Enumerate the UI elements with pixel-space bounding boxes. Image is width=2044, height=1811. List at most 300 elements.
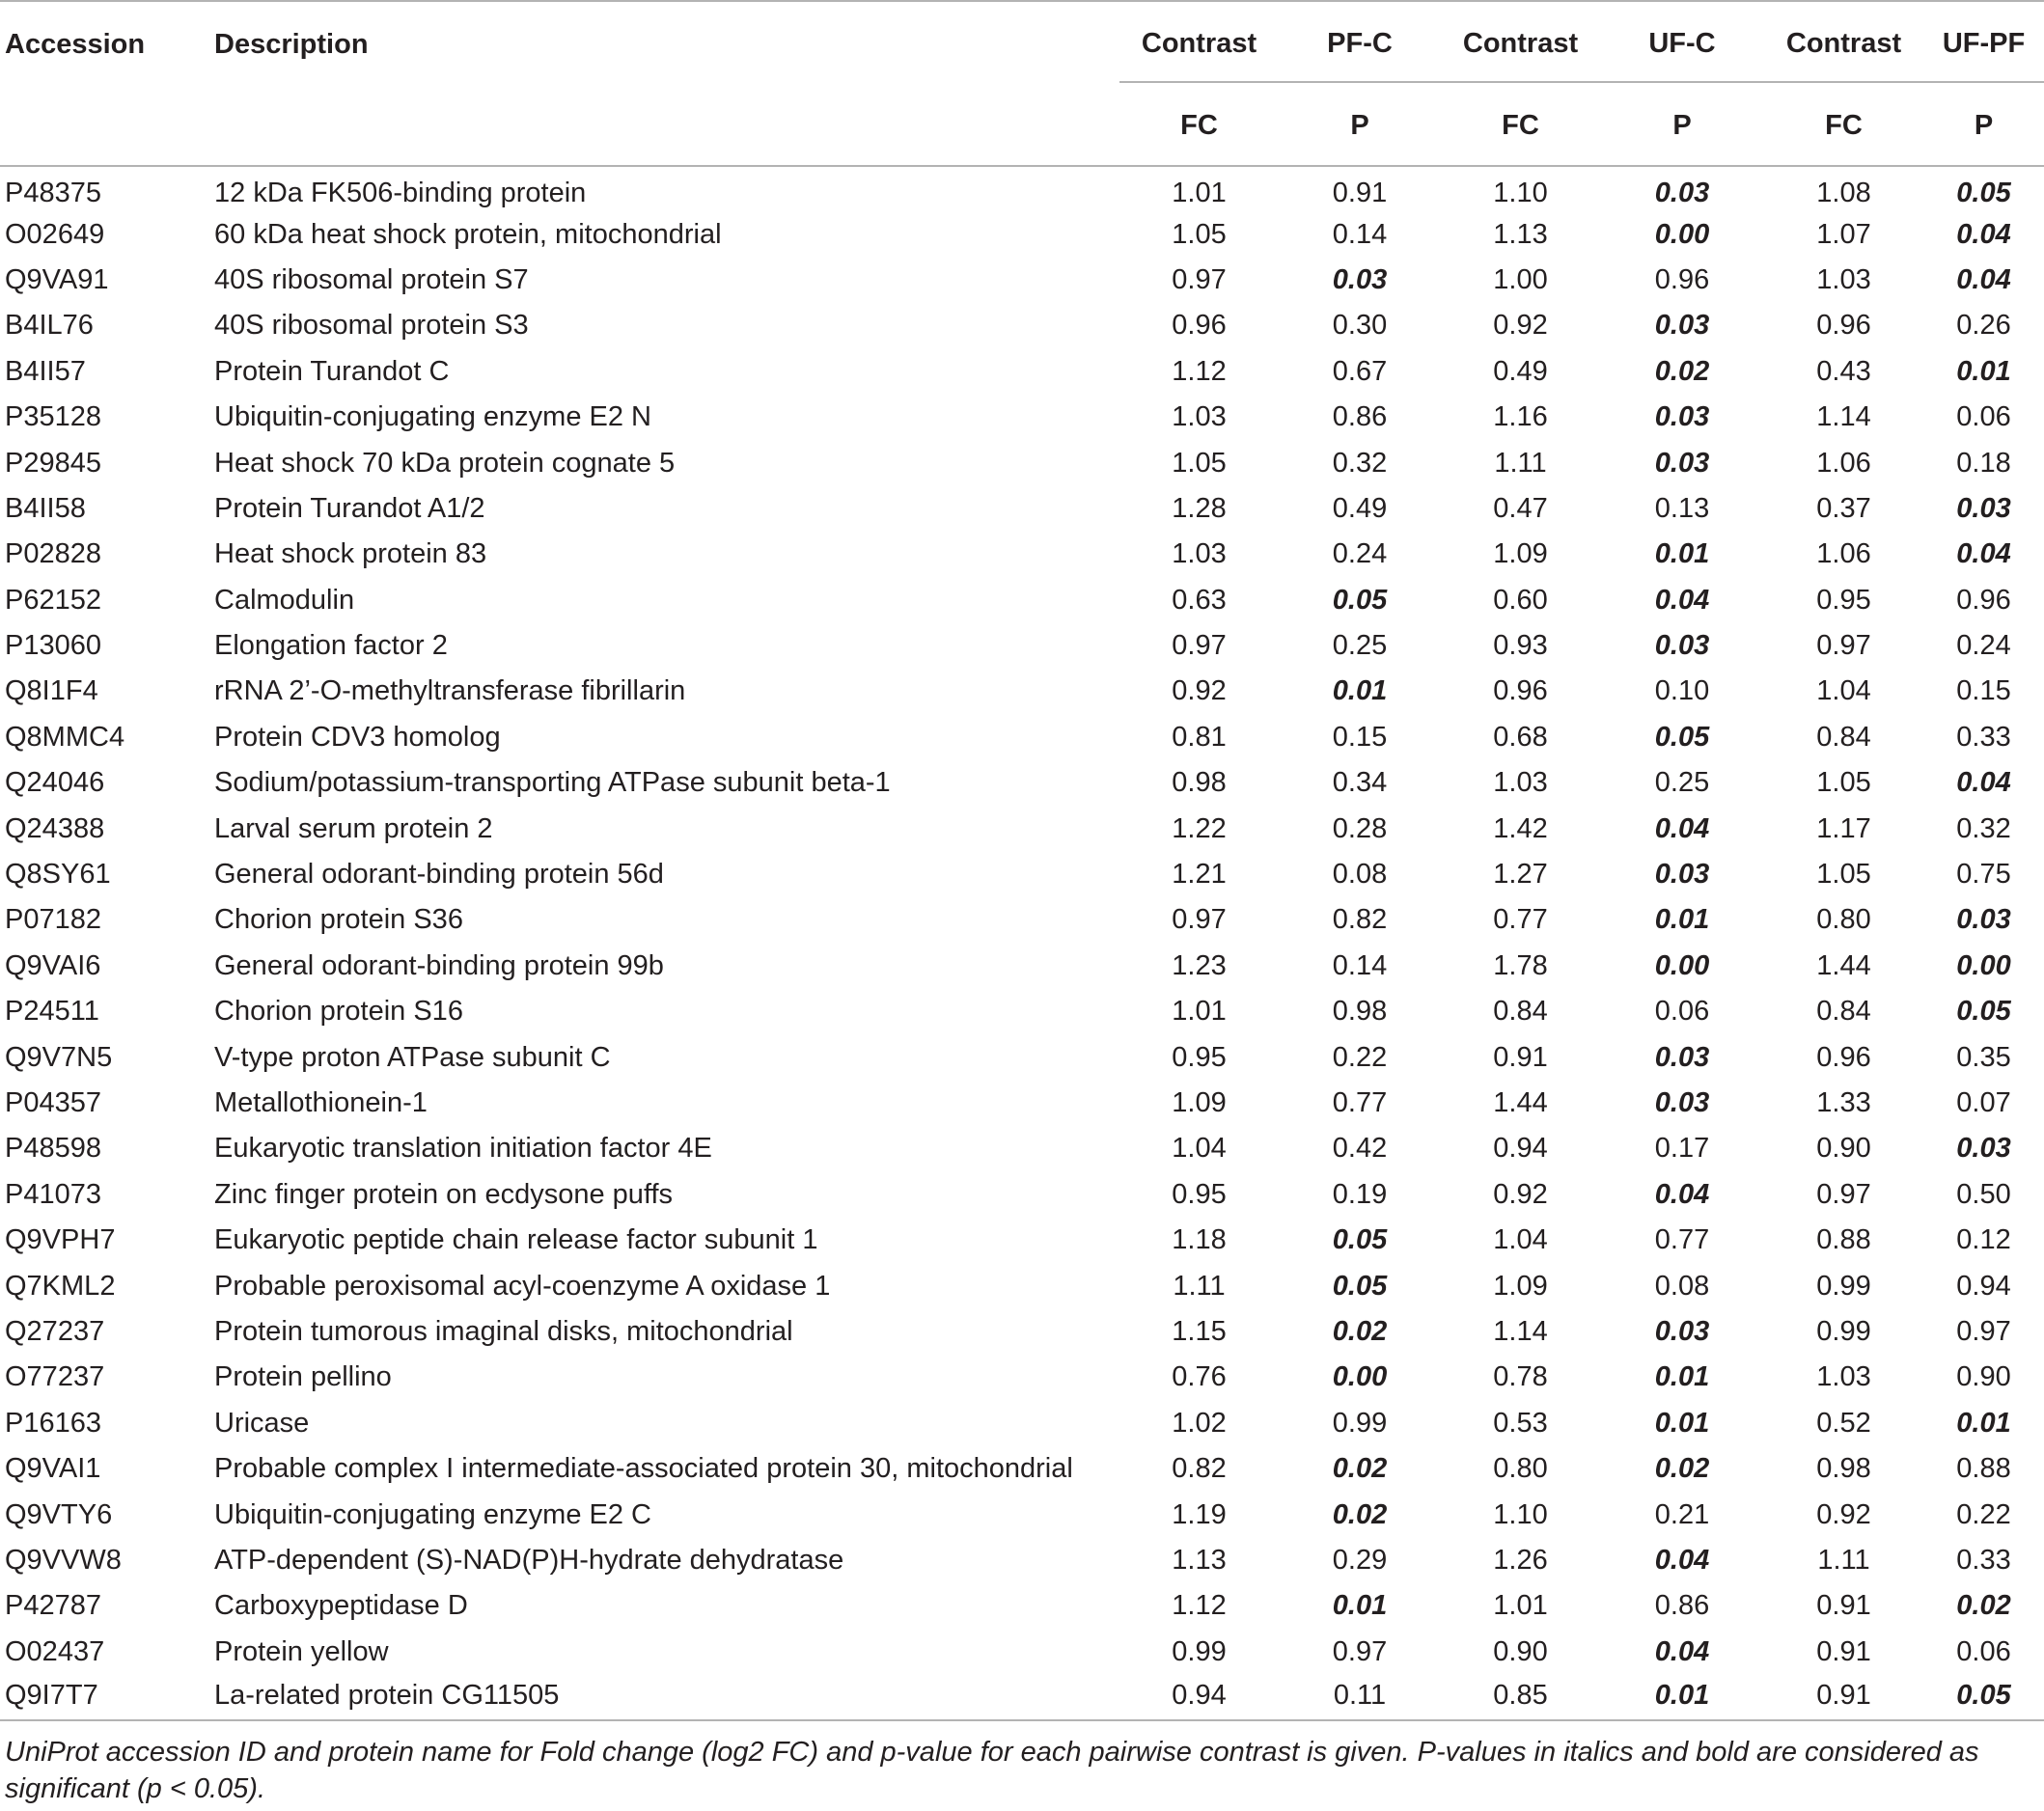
cell-accession: B4II57: [5, 355, 86, 387]
cell-p-uf-pf: 0.94: [1956, 1270, 2011, 1302]
cell-fc-uf-c: 1.04: [1493, 1224, 1548, 1256]
cell-p-pf-c: 0.25: [1332, 630, 1388, 662]
table-row: [0, 486, 2044, 532]
cell-fc-uf-c: 0.84: [1493, 996, 1548, 1028]
cell-accession: Q8MMC4: [5, 721, 125, 753]
cell-fc-pf-c: 1.23: [1172, 949, 1227, 981]
cell-p-pf-c: 0.29: [1332, 1544, 1388, 1576]
cell-fc-uf-c: 1.13: [1493, 218, 1548, 250]
cell-p-uf-pf: 0.12: [1956, 1224, 2011, 1256]
table-row: [0, 166, 2044, 211]
cell-p-uf-pf: 0.02: [1956, 1590, 2011, 1622]
cell-fc-uf-c: 0.60: [1493, 584, 1548, 616]
table-row: [0, 1355, 2044, 1400]
cell-p-uf-c: 0.02: [1654, 355, 1710, 387]
cell-description: Probable complex I intermediate-associated protein 30, mitochondrial: [214, 1453, 1073, 1485]
cell-p-uf-pf: 0.01: [1956, 1407, 2011, 1439]
cell-fc-uf-pf: 1.04: [1816, 675, 1871, 707]
cell-fc-uf-c: 0.92: [1493, 1178, 1548, 1210]
cell-p-uf-pf: 0.06: [1956, 401, 2011, 433]
cell-fc-pf-c: 0.81: [1172, 721, 1227, 753]
cell-fc-uf-pf: 0.80: [1816, 904, 1871, 936]
cell-p-pf-c: 0.14: [1332, 218, 1388, 250]
header-pf-c: PF-C: [1279, 1, 1441, 82]
cell-p-uf-pf: 0.04: [1956, 538, 2011, 570]
header-uf-pf: UF-PF: [1923, 1, 2044, 82]
cell-description: Larval serum protein 2: [214, 812, 493, 844]
cell-accession: Q24388: [5, 812, 105, 844]
cell-p-pf-c: 0.08: [1332, 859, 1388, 891]
cell-fc-uf-c: 0.94: [1493, 1133, 1548, 1165]
cell-fc-pf-c: 0.76: [1172, 1361, 1227, 1393]
cell-fc-uf-c: 0.90: [1493, 1635, 1548, 1667]
cell-fc-uf-pf: 0.37: [1816, 492, 1871, 524]
cell-p-uf-c: 0.01: [1654, 904, 1710, 936]
header-fc-1: FC: [1119, 82, 1279, 166]
cell-p-pf-c: 0.05: [1332, 1270, 1388, 1302]
cell-fc-uf-c: 1.44: [1493, 1087, 1548, 1118]
cell-fc-uf-c: 1.11: [1494, 447, 1547, 479]
cell-fc-pf-c: 0.95: [1172, 1178, 1227, 1210]
cell-fc-pf-c: 1.05: [1172, 447, 1227, 479]
cell-fc-uf-c: 1.78: [1493, 949, 1548, 981]
cell-description: General odorant-binding protein 56d: [214, 859, 664, 891]
cell-fc-pf-c: 1.01: [1172, 177, 1227, 208]
cell-p-uf-c: 0.03: [1654, 859, 1710, 891]
table-row: [0, 1446, 2044, 1492]
table-row: [0, 349, 2044, 395]
cell-accession: Q9VTY6: [5, 1498, 113, 1530]
cell-description: ATP-dependent (S)-NAD(P)H-hydrate dehydratase: [214, 1544, 844, 1576]
cell-p-uf-c: 0.17: [1654, 1133, 1710, 1165]
cell-description: 40S ribosomal protein S3: [214, 310, 529, 342]
header-contrast-1: Contrast: [1119, 1, 1279, 82]
cell-fc-pf-c: 0.97: [1172, 263, 1227, 295]
cell-fc-uf-pf: 0.52: [1816, 1407, 1871, 1439]
cell-description: Ubiquitin-conjugating enzyme E2 C: [214, 1498, 651, 1530]
table-row: [0, 1126, 2044, 1171]
cell-p-pf-c: 0.02: [1332, 1315, 1388, 1347]
table-body: [0, 166, 2044, 1720]
table-row: [0, 440, 2044, 485]
cell-fc-pf-c: 0.98: [1172, 767, 1227, 799]
cell-fc-pf-c: 1.09: [1172, 1087, 1227, 1118]
table-row: [0, 1172, 2044, 1218]
cell-accession: Q7KML2: [5, 1270, 116, 1302]
cell-p-uf-pf: 0.03: [1956, 1133, 2011, 1165]
cell-fc-uf-pf: 0.43: [1816, 355, 1871, 387]
cell-fc-uf-pf: 0.92: [1816, 1498, 1871, 1530]
cell-p-uf-pf: 0.90: [1956, 1361, 2011, 1393]
cell-fc-pf-c: 1.04: [1172, 1133, 1227, 1165]
cell-accession: O02437: [5, 1635, 105, 1667]
cell-fc-uf-c: 0.92: [1493, 310, 1548, 342]
cell-p-pf-c: 0.19: [1332, 1178, 1388, 1210]
cell-fc-pf-c: 0.63: [1172, 584, 1227, 616]
cell-fc-uf-pf: 0.97: [1816, 630, 1871, 662]
cell-p-uf-pf: 0.05: [1923, 1675, 2044, 1720]
cell-description: 40S ribosomal protein S7: [214, 263, 529, 295]
cell-accession: P62152: [5, 584, 101, 616]
table-row: [0, 303, 2044, 348]
cell-description: Protein tumorous imaginal disks, mitochondrial: [214, 1315, 793, 1347]
cell-p-uf-c: 0.05: [1654, 721, 1710, 753]
cell-fc-uf-pf: 1.05: [1816, 767, 1871, 799]
cell-p-uf-c: 0.00: [1654, 949, 1710, 981]
cell-p-uf-c: 0.86: [1654, 1590, 1710, 1622]
cell-description: V-type proton ATPase subunit C: [214, 1041, 611, 1073]
cell-fc-pf-c: 1.02: [1172, 1407, 1227, 1439]
header-p-3: P: [1923, 82, 2044, 166]
cell-fc-pf-c: 1.12: [1172, 1590, 1227, 1622]
cell-description: Protein Turandot C: [214, 355, 450, 387]
cell-fc-uf-c: 0.68: [1493, 721, 1548, 753]
cell-p-pf-c: 0.01: [1332, 1590, 1388, 1622]
cell-p-pf-c: 0.00: [1332, 1361, 1388, 1393]
cell-p-pf-c: 0.97: [1332, 1635, 1388, 1667]
cell-fc-pf-c: 1.15: [1172, 1315, 1227, 1347]
cell-accession: P29845: [5, 447, 101, 479]
cell-fc-uf-pf: 1.08: [1816, 177, 1871, 208]
cell-fc-uf-c: 0.96: [1493, 675, 1548, 707]
cell-p-pf-c: 0.02: [1332, 1498, 1388, 1530]
cell-p-uf-pf: 0.03: [1956, 492, 2011, 524]
cell-fc-pf-c: 1.22: [1172, 812, 1227, 844]
cell-p-uf-pf: 0.33: [1956, 1544, 2011, 1576]
cell-accession: B4IL76: [5, 310, 94, 342]
cell-p-pf-c: 0.42: [1332, 1133, 1388, 1165]
cell-accession: P04357: [5, 1087, 101, 1118]
cell-p-uf-pf: 0.50: [1956, 1178, 2011, 1210]
table-row: [0, 1263, 2044, 1308]
table-row: [0, 944, 2044, 989]
cell-p-uf-c: 0.01: [1654, 1361, 1710, 1393]
cell-fc-uf-pf: 0.91: [1816, 1590, 1871, 1622]
cell-p-uf-c: 0.03: [1654, 630, 1710, 662]
cell-p-uf-pf: 0.04: [1956, 218, 2011, 250]
cell-fc-uf-pf: 0.95: [1816, 584, 1871, 616]
cell-p-uf-c: 0.03: [1654, 447, 1710, 479]
cell-description: Probable peroxisomal acyl-coenzyme A oxidase 1: [214, 1270, 831, 1302]
cell-accession: Q9VAI1: [5, 1453, 101, 1485]
cell-p-pf-c: 0.24: [1332, 538, 1388, 570]
cell-p-pf-c: 0.03: [1332, 263, 1388, 295]
cell-description: Heat shock 70 kDa protein cognate 5: [214, 447, 676, 479]
table-row: [0, 532, 2044, 577]
cell-p-pf-c: 0.30: [1332, 310, 1388, 342]
cell-fc-uf-c: 0.91: [1493, 1041, 1548, 1073]
table-row: [0, 1081, 2044, 1126]
cell-accession: P48375: [5, 177, 101, 208]
cell-description: Uricase: [214, 1407, 310, 1439]
cell-fc-uf-c: 1.01: [1493, 1590, 1548, 1622]
table-row: [0, 258, 2044, 303]
cell-fc-uf-pf: 0.99: [1816, 1270, 1871, 1302]
cell-fc-uf-pf: 1.06: [1816, 447, 1871, 479]
cell-p-uf-pf: 0.07: [1956, 1087, 2011, 1118]
cell-fc-uf-pf: 0.96: [1816, 1041, 1871, 1073]
cell-fc-uf-pf: 0.88: [1816, 1224, 1871, 1256]
cell-p-uf-c: 0.02: [1654, 1453, 1710, 1485]
cell-fc-uf-c: 0.49: [1493, 355, 1548, 387]
cell-description: Eukaryotic translation initiation factor 4E: [214, 1133, 712, 1165]
cell-fc-uf-pf: 0.84: [1816, 721, 1871, 753]
cell-p-uf-c: 0.01: [1654, 1407, 1710, 1439]
cell-accession: B4II58: [5, 492, 86, 524]
cell-p-uf-pf: 0.33: [1956, 721, 2011, 753]
cell-fc-uf-pf: 0.99: [1816, 1315, 1871, 1347]
cell-p-uf-c: 0.25: [1654, 767, 1710, 799]
cell-accession: P02828: [5, 538, 101, 570]
header-contrast-3: Contrast: [1764, 1, 1923, 82]
cell-p-pf-c: 0.99: [1332, 1407, 1388, 1439]
cell-accession: P42787: [5, 1590, 101, 1622]
cell-p-uf-pf: 0.96: [1956, 584, 2011, 616]
cell-p-uf-c: 0.03: [1654, 1087, 1710, 1118]
cell-p-uf-pf: 0.04: [1956, 767, 2011, 799]
cell-fc-uf-pf: 1.05: [1816, 859, 1871, 891]
cell-fc-pf-c: 1.03: [1172, 538, 1227, 570]
header-spacer: [0, 82, 214, 166]
cell-fc-uf-pf: 1.11: [1817, 1544, 1870, 1576]
cell-p-uf-pf: 0.18: [1956, 447, 2011, 479]
cell-fc-uf-pf: 1.33: [1816, 1087, 1871, 1118]
cell-p-pf-c: 0.32: [1332, 447, 1388, 479]
cell-p-uf-pf: 0.22: [1956, 1498, 2011, 1530]
cell-accession: P35128: [5, 401, 101, 433]
cell-p-pf-c: 0.91: [1332, 177, 1388, 208]
table-row: [0, 852, 2044, 897]
table-row: [0, 395, 2044, 440]
cell-accession: Q9V7N5: [5, 1041, 113, 1073]
cell-p-uf-c: 0.03: [1654, 177, 1710, 208]
table-row: [0, 1583, 2044, 1629]
cell-p-uf-c: 0.01: [1600, 1675, 1764, 1720]
header-contrast-2: Contrast: [1441, 1, 1600, 82]
cell-accession: P24511: [5, 996, 99, 1028]
cell-p-pf-c: 0.49: [1332, 492, 1388, 524]
header-p-2: P: [1600, 82, 1764, 166]
table-row: [0, 1401, 2044, 1446]
cell-accession: P13060: [5, 630, 101, 662]
cell-fc-uf-c: 0.78: [1493, 1361, 1548, 1393]
cell-description: Protein Turandot A1/2: [214, 492, 485, 524]
cell-fc-uf-c: 1.09: [1493, 1270, 1548, 1302]
cell-fc-pf-c: 0.82: [1172, 1453, 1227, 1485]
cell-fc-uf-pf: 0.91: [1764, 1675, 1923, 1720]
cell-p-pf-c: 0.82: [1332, 904, 1388, 936]
cell-fc-pf-c: 0.95: [1172, 1041, 1227, 1073]
cell-fc-uf-c: 1.03: [1493, 767, 1548, 799]
cell-p-uf-pf: 0.04: [1956, 263, 2011, 295]
cell-fc-uf-pf: 1.44: [1816, 949, 1871, 981]
cell-p-pf-c: 0.05: [1332, 1224, 1388, 1256]
cell-description: Ubiquitin-conjugating enzyme E2 N: [214, 401, 651, 433]
header-fc-3: FC: [1764, 82, 1923, 166]
cell-description: Calmodulin: [214, 584, 355, 616]
table-row: [0, 989, 2044, 1034]
header-fc-2: FC: [1441, 82, 1600, 166]
cell-description: 60 kDa heat shock protein, mitochondrial: [214, 218, 722, 250]
cell-description: Protein CDV3 homolog: [214, 721, 501, 753]
cell-fc-pf-c: 1.03: [1172, 401, 1227, 433]
cell-p-uf-c: 0.10: [1654, 675, 1710, 707]
cell-accession: Q24046: [5, 767, 105, 799]
header-spacer: [214, 82, 1119, 166]
cell-p-uf-pf: 0.97: [1956, 1315, 2011, 1347]
cell-fc-uf-c: 0.93: [1493, 630, 1548, 662]
cell-accession: Q9VA91: [5, 263, 109, 295]
cell-p-uf-c: 0.06: [1654, 996, 1710, 1028]
cell-accession: P48598: [5, 1133, 101, 1165]
cell-fc-uf-c: 1.42: [1493, 812, 1548, 844]
cell-p-uf-c: 0.96: [1654, 263, 1710, 295]
cell-fc-uf-pf: 0.97: [1816, 1178, 1871, 1210]
cell-p-uf-pf: 0.05: [1956, 996, 2011, 1028]
cell-p-pf-c: 0.11: [1279, 1675, 1441, 1720]
cell-p-uf-c: 0.04: [1654, 1544, 1710, 1576]
cell-fc-pf-c: 0.97: [1172, 904, 1227, 936]
cell-p-uf-c: 0.03: [1654, 1041, 1710, 1073]
cell-fc-uf-pf: 0.84: [1816, 996, 1871, 1028]
cell-accession: Q9I7T7: [0, 1675, 214, 1720]
cell-p-pf-c: 0.05: [1332, 584, 1388, 616]
cell-accession: Q27237: [5, 1315, 105, 1347]
cell-p-uf-pf: 0.88: [1956, 1453, 2011, 1485]
cell-fc-pf-c: 1.19: [1172, 1498, 1227, 1530]
cell-fc-uf-pf: 1.17: [1816, 812, 1871, 844]
header-p-1: P: [1279, 82, 1441, 166]
cell-description: Carboxypeptidase D: [214, 1590, 468, 1622]
cell-description: Elongation factor 2: [214, 630, 448, 662]
cell-description: Chorion protein S36: [214, 904, 463, 936]
cell-accession: O02649: [5, 218, 105, 250]
cell-fc-uf-c: 0.80: [1493, 1453, 1548, 1485]
cell-p-uf-pf: 0.26: [1956, 310, 2011, 342]
cell-fc-pf-c: 1.21: [1172, 859, 1227, 891]
cell-description: Chorion protein S16: [214, 996, 463, 1028]
cell-p-pf-c: 0.86: [1332, 401, 1388, 433]
cell-p-uf-c: 0.77: [1654, 1224, 1710, 1256]
cell-accession: P16163: [5, 1407, 101, 1439]
cell-fc-uf-c: 0.85: [1441, 1675, 1600, 1720]
cell-fc-uf-c: 0.47: [1493, 492, 1548, 524]
cell-fc-uf-c: 1.00: [1493, 263, 1548, 295]
cell-p-uf-c: 0.08: [1654, 1270, 1710, 1302]
cell-p-pf-c: 0.67: [1332, 355, 1388, 387]
cell-accession: P07182: [5, 904, 101, 936]
cell-fc-pf-c: 0.92: [1172, 675, 1227, 707]
cell-p-uf-c: 0.04: [1654, 812, 1710, 844]
cell-fc-pf-c: 0.96: [1172, 310, 1227, 342]
cell-description: Protein pellino: [214, 1361, 392, 1393]
cell-fc-uf-pf: 0.91: [1816, 1635, 1871, 1667]
cell-p-uf-pf: 0.00: [1956, 949, 2011, 981]
cell-fc-uf-pf: 1.14: [1816, 401, 1871, 433]
cell-description: Metallothionein-1: [214, 1087, 428, 1118]
cell-fc-uf-pf: 0.90: [1816, 1133, 1871, 1165]
cell-fc-uf-c: 0.53: [1493, 1407, 1548, 1439]
cell-fc-uf-pf: 0.98: [1816, 1453, 1871, 1485]
cell-p-uf-pf: 0.75: [1956, 859, 2011, 891]
table-row: [0, 1034, 2044, 1080]
cell-description: rRNA 2’-O-methyltransferase fibrillarin: [214, 675, 686, 707]
table-row: [0, 897, 2044, 943]
cell-description: Eukaryotic peptide chain release factor subunit 1: [214, 1224, 818, 1256]
cell-p-uf-pf: 0.01: [1956, 355, 2011, 387]
cell-p-uf-c: 0.04: [1654, 1178, 1710, 1210]
cell-fc-uf-c: 1.10: [1493, 177, 1548, 208]
cell-fc-pf-c: 0.97: [1172, 630, 1227, 662]
cell-accession: Q9VPH7: [5, 1224, 116, 1256]
cell-p-pf-c: 0.98: [1332, 996, 1388, 1028]
cell-accession: Q9VAI6: [5, 949, 101, 981]
table-row: [0, 806, 2044, 851]
cell-fc-pf-c: 1.01: [1172, 996, 1227, 1028]
cell-p-pf-c: 0.01: [1332, 675, 1388, 707]
cell-accession: Q8I1F4: [5, 675, 98, 707]
cell-accession: Q9VVW8: [5, 1544, 122, 1576]
cell-description: General odorant-binding protein 99b: [214, 949, 664, 981]
cell-fc-pf-c: 1.13: [1172, 1544, 1227, 1576]
cell-fc-uf-pf: 1.03: [1816, 263, 1871, 295]
cell-fc-pf-c: 0.94: [1119, 1675, 1279, 1720]
table-row: [0, 623, 2044, 669]
cell-description: Zinc finger protein on ecdysone puffs: [214, 1178, 674, 1210]
header-accession: Accession: [0, 1, 214, 82]
table-row: [0, 715, 2044, 760]
cell-fc-uf-c: 1.14: [1493, 1315, 1548, 1347]
cell-fc-pf-c: 0.99: [1172, 1635, 1227, 1667]
cell-p-uf-c: 0.03: [1654, 1315, 1710, 1347]
cell-p-uf-c: 0.13: [1654, 492, 1710, 524]
cell-description: Heat shock protein 83: [214, 538, 487, 570]
cell-p-uf-c: 0.03: [1654, 310, 1710, 342]
cell-p-pf-c: 0.15: [1332, 721, 1388, 753]
cell-fc-pf-c: 1.11: [1173, 1270, 1226, 1302]
cell-description: Protein yellow: [214, 1635, 389, 1667]
cell-fc-uf-c: 1.09: [1493, 538, 1548, 570]
table-row: [0, 211, 2044, 257]
cell-fc-uf-c: 1.10: [1493, 1498, 1548, 1530]
cell-fc-uf-c: 0.77: [1493, 904, 1548, 936]
cell-p-pf-c: 0.28: [1332, 812, 1388, 844]
table-row: [0, 1218, 2044, 1263]
header-uf-c: UF-C: [1600, 1, 1764, 82]
cell-p-pf-c: 0.14: [1332, 949, 1388, 981]
cell-p-uf-pf: 0.32: [1956, 812, 2011, 844]
cell-p-pf-c: 0.22: [1332, 1041, 1388, 1073]
table-row: [0, 1630, 2044, 1675]
cell-p-uf-pf: 0.05: [1956, 177, 2011, 208]
table-row: [0, 578, 2044, 623]
cell-p-uf-pf: 0.15: [1956, 675, 2011, 707]
cell-p-uf-pf: 0.06: [1956, 1635, 2011, 1667]
table-row: [0, 1675, 2044, 1720]
cell-p-uf-pf: 0.35: [1956, 1041, 2011, 1073]
cell-p-pf-c: 0.02: [1332, 1453, 1388, 1485]
cell-fc-pf-c: 1.05: [1172, 218, 1227, 250]
cell-p-uf-c: 0.04: [1654, 584, 1710, 616]
cell-p-uf-c: 0.21: [1654, 1498, 1710, 1530]
table-footnote: UniProt accession ID and protein name for Fold change (log2 FC) and p-value for each pairwise contrast is given. P-values in italics and bold are considered as significant (p < 0.05).: [5, 1737, 1979, 1805]
cell-p-uf-c: 0.03: [1654, 401, 1710, 433]
cell-p-pf-c: 0.34: [1332, 767, 1388, 799]
table-row: [0, 1309, 2044, 1355]
cell-accession: P41073: [5, 1178, 101, 1210]
cell-p-uf-c: 0.00: [1654, 218, 1710, 250]
table-row: [0, 669, 2044, 714]
